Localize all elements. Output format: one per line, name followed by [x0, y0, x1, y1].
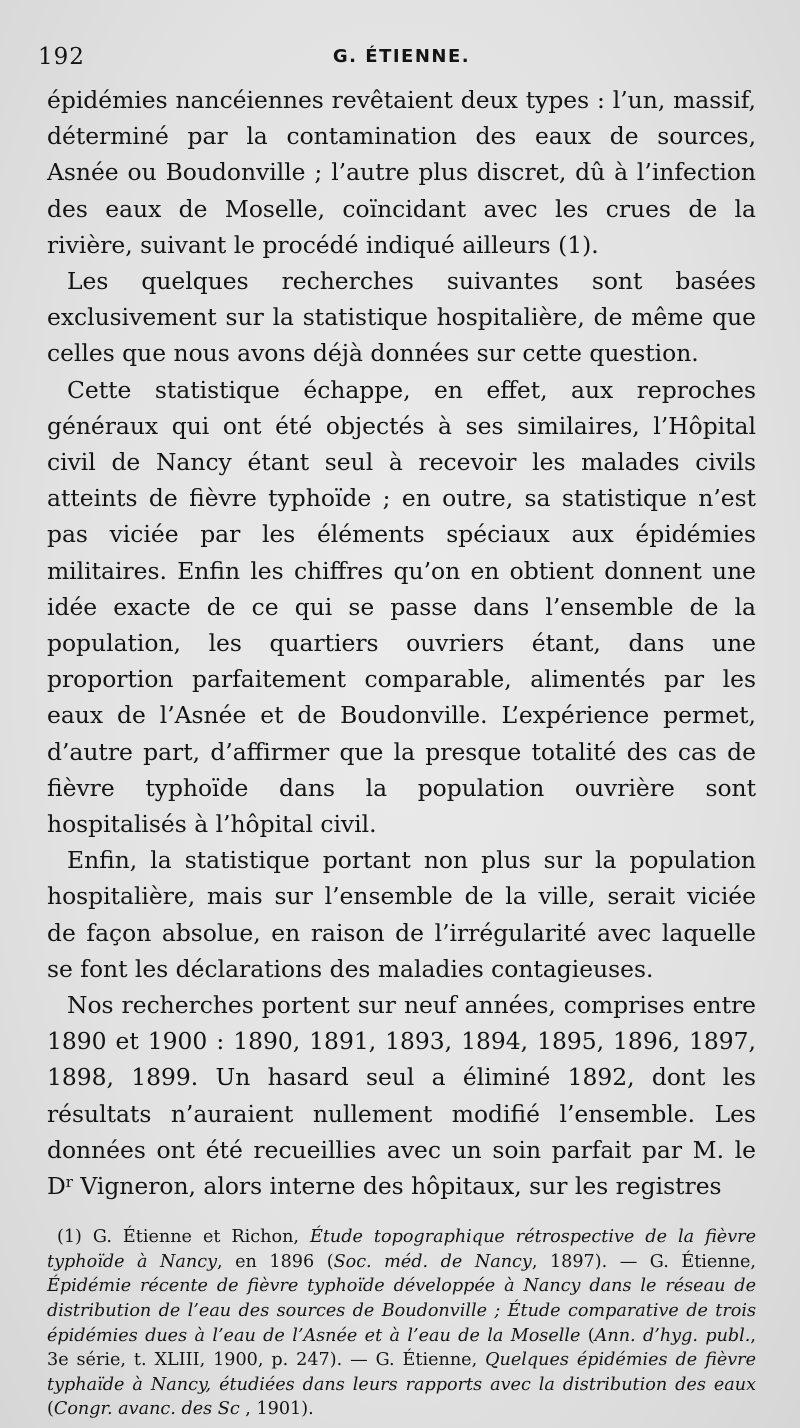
footnote-journal: Congr. avanc. des Sc [53, 1399, 240, 1420]
footnote-title: Épidémie récente de fièvre typhoïde développée à Nancy dans le réseau de distribution de l’eau des sources de Boudonville ; Étude comparative de trois épidémies dues à l’eau de l’Asnée et à l’eau de la Moselle [47, 1276, 756, 1346]
paragraph-research-years [47, 987, 756, 1204]
paragraph-statistics-reliability: Cette statistique échappe, en effet, aux reproches généraux qui ont été objectés à ses similaires, l’Hôpital civil de Nancy étant seul à recevoir les malades civils atteints de fièvre typhoïde ; en outre, sa statistique n’est pas viciée par les éléments spéciaux aux épidémies militaires. Enfin les chiffres qu’on en obtient donnent une idée exacte de ce qui se passe dans l’ensemble de la population, les quartiers ouvriers étant, dans une proportion parfaitement comparable, alimentés par les eaux de l’Asnée et de Boudonville. L’expérience permet, d’autre part, d’affirmer que la presque totalité des cas de fièvre typhoïde dans la population ouvrière sont hospitalisés à l’hôpital civil. [47, 375, 756, 839]
running-head: G. ÉTIENNE. [332, 46, 471, 67]
footnote-text: , en 1896 ( [217, 1251, 334, 1272]
paragraph-city-statistics: Enfin, la statistique portant non plus sur la population hospitalière, mais sur l’ensemble de la ville, serait viciée de façon absolue, en raison de l’irrégularité avec laquelle se font les déclarations des maladies contagieuses. [47, 846, 756, 983]
paragraph-continuation: épidémies nancéiennes revêtaient deux types : l’un, massif, déterminé par la contamination des eaux de sources, Asnée ou Boudonville ; l’autre plus discret, dû à l’infection des eaux de Moselle, coïncidant avec les crues de la rivière, suivant le procédé indiqué ailleurs (1). [47, 86, 756, 259]
footnote-text: ( [580, 1325, 595, 1346]
footnote-1 [47, 1225, 756, 1422]
footnote-journal: Soc. méd. de Nancy [333, 1251, 532, 1272]
paragraph-hospital-statistics: Les quelques recherches suivantes sont basées exclusivement sur la statistique hospitalière, de même que celles que nous avons déjà données sur cette question. [47, 267, 756, 368]
footnote-title: Étude topographique rétrospective de la fièvre typhoïde à Nancy [47, 1227, 756, 1272]
footnote-text: (1) G. Étienne et Richon, [57, 1227, 310, 1248]
footnote-text: , 3e série, t. XLIII, 1900, p. 247). — G. Étienne, [47, 1325, 756, 1371]
page-number: 192 [38, 44, 85, 70]
superscript-r: r [65, 1173, 73, 1192]
footnote-text: , 1901). [239, 1399, 314, 1420]
paragraph-research-years-text: Nos recherches portent sur neuf années, comprises entre 1890 et 1900 : 1890, 1891, 1893, 1894, 1895, 1896, 1897, 1898, 1899. Un hasard seul a éliminé 1892, dont les résultats n’auraient nullement modifié l’ensemble. Les données ont été recueillies avec un soin parfait par M. le D [47, 991, 756, 1201]
footnote-text: , 1897). — G. Étienne, [531, 1251, 756, 1272]
body-text [47, 82, 756, 1204]
footnote-journal: Ann. d’hyg. publ. [594, 1325, 751, 1346]
footnote-text: ( [47, 1399, 54, 1420]
paragraph-research-years-end: Vigneron, alors interne des hôpitaux, sur les registres [72, 1172, 722, 1201]
footnote-title: Quelques épidémies de fièvre typhaïde à Nancy, étudiées dans leurs rapports avec la distribution des eaux [47, 1350, 756, 1395]
footnotes [47, 1225, 756, 1422]
page-header [38, 38, 756, 82]
